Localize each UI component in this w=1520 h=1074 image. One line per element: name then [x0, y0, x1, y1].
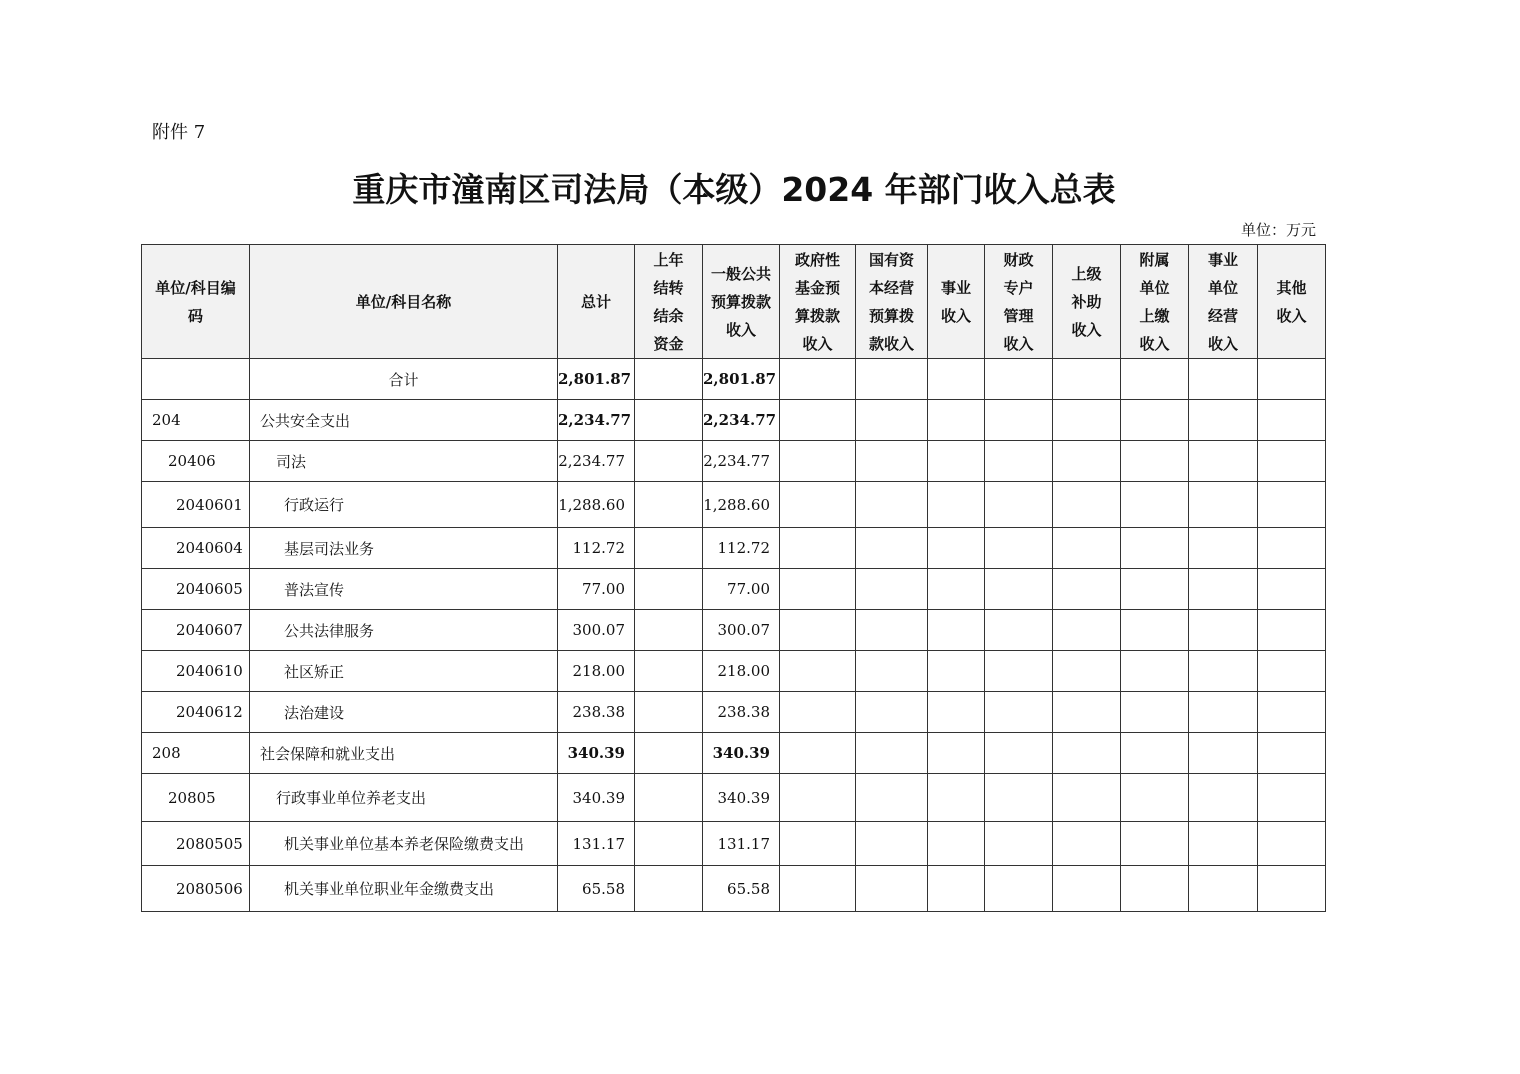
cell-total: 2,234.77: [558, 441, 635, 482]
cell-name: 合计: [250, 359, 558, 400]
cell-general-budget: 2,234.77: [703, 400, 780, 441]
header-name: 单位/科目名称: [250, 245, 558, 359]
cell-total: 238.38: [558, 692, 635, 733]
header-state-capital-budget: 国有资本经营预算拨款收入: [856, 245, 928, 359]
cell-total: 340.39: [558, 733, 635, 774]
cell-total: 300.07: [558, 610, 635, 651]
cell-code: 20406: [142, 441, 250, 482]
cell-total: 2,234.77: [558, 400, 635, 441]
table-row: [142, 400, 1326, 441]
cell-total: 340.39: [558, 774, 635, 822]
cell-code: 2040607: [142, 610, 250, 651]
income-summary-table: [141, 244, 1326, 912]
header-carryover: 上年结转结余资金: [635, 245, 703, 359]
cell-code: 2040612: [142, 692, 250, 733]
cell-total: 112.72: [558, 528, 635, 569]
header-fiscal-account-income: 财政专户管理收入: [985, 245, 1053, 359]
cell-total: 218.00: [558, 651, 635, 692]
cell-carryover: [635, 359, 703, 400]
cell-general-budget: 218.00: [703, 651, 780, 692]
cell-name: 机关事业单位基本养老保险缴费支出: [250, 822, 558, 866]
cell-carryover: [635, 733, 703, 774]
cell-code: 20805: [142, 774, 250, 822]
table-row-total: [142, 359, 1326, 400]
cell-carryover: [635, 482, 703, 528]
cell-carryover: [635, 822, 703, 866]
cell-code: 2080506: [142, 866, 250, 912]
cell-name: 社会保障和就业支出: [250, 733, 558, 774]
cell-name: 司法: [250, 441, 558, 482]
cell-general-budget: 340.39: [703, 774, 780, 822]
cell-code: 2040601: [142, 482, 250, 528]
table-row: [142, 528, 1326, 569]
cell-code: 2040604: [142, 528, 250, 569]
cell-general-budget: 2,801.87: [703, 359, 780, 400]
unit-label: 单位：万元: [1240, 221, 1316, 239]
cell-total: 131.17: [558, 822, 635, 866]
table-row: [142, 441, 1326, 482]
table-row: [142, 569, 1326, 610]
table-row: [142, 866, 1326, 912]
cell-code: 2040605: [142, 569, 250, 610]
header-superior-subsidy: 上级补助收入: [1053, 245, 1121, 359]
cell-general-budget: 1,288.60: [703, 482, 780, 528]
cell-carryover: [635, 610, 703, 651]
cell-carryover: [635, 774, 703, 822]
cell-total: 65.58: [558, 866, 635, 912]
cell-carryover: [635, 651, 703, 692]
cell-general-budget: 65.58: [703, 866, 780, 912]
cell-general-budget: 112.72: [703, 528, 780, 569]
table-row: [142, 482, 1326, 528]
cell-name: 法治建设: [250, 692, 558, 733]
header-business-income: 事业收入: [928, 245, 985, 359]
cell-name: 基层司法业务: [250, 528, 558, 569]
cell-code: [142, 359, 250, 400]
cell-name: 公共安全支出: [250, 400, 558, 441]
cell-carryover: [635, 569, 703, 610]
cell-carryover: [635, 692, 703, 733]
cell-name: 行政运行: [250, 482, 558, 528]
cell-name: 社区矫正: [250, 651, 558, 692]
cell-name: 公共法律服务: [250, 610, 558, 651]
table-row: [142, 733, 1326, 774]
cell-carryover: [635, 528, 703, 569]
page-title: 重庆市潼南区司法局（本级）2024 年部门收入总表: [352, 170, 1116, 209]
header-row: [142, 245, 1326, 359]
cell-total: 1,288.60: [558, 482, 635, 528]
cell-code: 2080505: [142, 822, 250, 866]
table-row: [142, 774, 1326, 822]
header-general-budget: 一般公共预算拨款收入: [703, 245, 780, 359]
header-affiliate-remittance: 附属单位上缴收入: [1121, 245, 1189, 359]
cell-carryover: [635, 400, 703, 441]
header-fund-budget: 政府性基金预算拨款收入: [780, 245, 856, 359]
table-row: [142, 610, 1326, 651]
cell-code: 208: [142, 733, 250, 774]
cell-general-budget: 2,234.77: [703, 441, 780, 482]
cell-general-budget: 238.38: [703, 692, 780, 733]
cell-total: 77.00: [558, 569, 635, 610]
attachment-label: 附件 7: [152, 122, 206, 143]
cell-carryover: [635, 866, 703, 912]
header-operating-income: 事业单位经营收入: [1189, 245, 1258, 359]
cell-name: 机关事业单位职业年金缴费支出: [250, 866, 558, 912]
table-row: [142, 822, 1326, 866]
header-code: 单位/科目编码: [142, 245, 250, 359]
cell-name: 普法宣传: [250, 569, 558, 610]
cell-code: 2040610: [142, 651, 250, 692]
cell-general-budget: 131.17: [703, 822, 780, 866]
table-row: [142, 651, 1326, 692]
cell-general-budget: 300.07: [703, 610, 780, 651]
header-total: 总计: [558, 245, 635, 359]
cell-name: 行政事业单位养老支出: [250, 774, 558, 822]
cell-total: 2,801.87: [558, 359, 635, 400]
cell-carryover: [635, 441, 703, 482]
table-row: [142, 692, 1326, 733]
header-other-income: 其他收入: [1258, 245, 1326, 359]
cell-general-budget: 77.00: [703, 569, 780, 610]
cell-general-budget: 340.39: [703, 733, 780, 774]
cell-code: 204: [142, 400, 250, 441]
